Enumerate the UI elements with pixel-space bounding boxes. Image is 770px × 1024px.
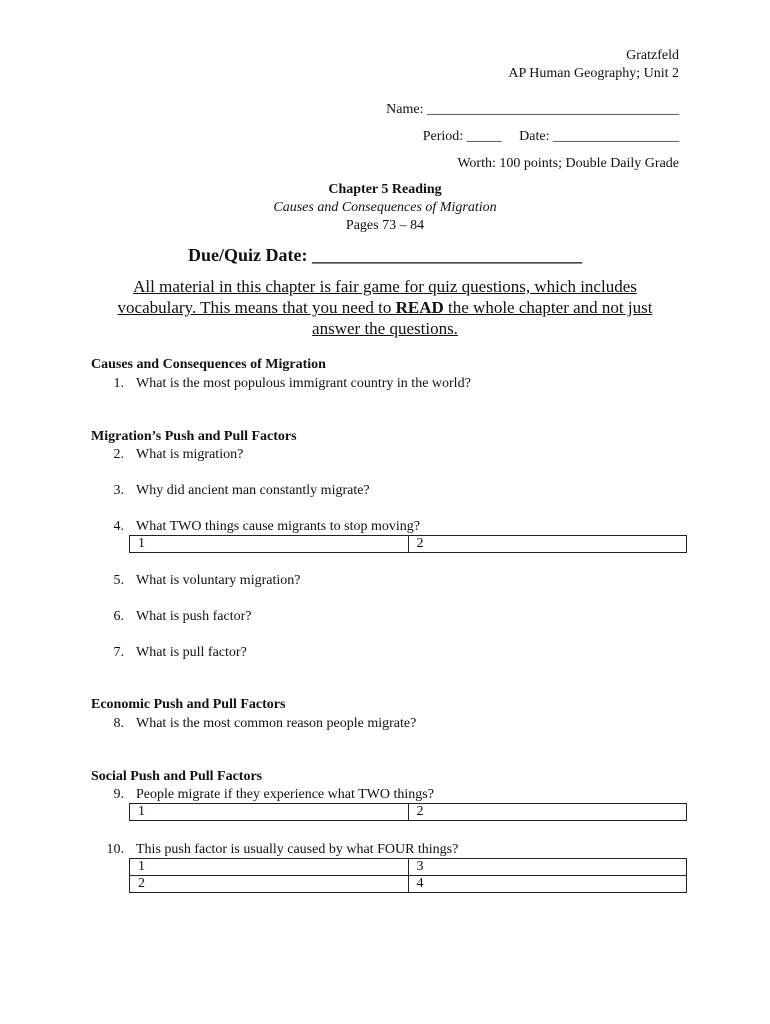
question-number: 2. bbox=[113, 447, 124, 462]
period-line: Period: _____ bbox=[422, 129, 502, 144]
answer-cell[interactable]: 1 bbox=[130, 859, 409, 876]
question-number: 5. bbox=[113, 573, 124, 588]
answer-table-q10 bbox=[129, 858, 687, 893]
notice-line-2c: the whole chapter and not just bbox=[443, 298, 653, 317]
course-title: AP Human Geography; Unit 2 bbox=[508, 66, 679, 81]
question-number: 9. bbox=[113, 787, 124, 802]
date-line: Date: __________________ bbox=[519, 129, 679, 144]
question-text: What TWO things cause migrants to stop moving? bbox=[136, 519, 420, 534]
chapter-pages: Pages 73 – 84 bbox=[345, 218, 425, 233]
question-text: This push factor is usually caused by what FOUR things? bbox=[136, 842, 459, 857]
question-text: What is pull factor? bbox=[136, 645, 247, 660]
teacher-name: Gratzfeld bbox=[626, 48, 679, 63]
notice-line-2a: vocabulary. This means that you need to bbox=[117, 298, 396, 317]
question-number: 10. bbox=[106, 842, 124, 857]
due-date-line: Due/Quiz Date: ______________________________ bbox=[188, 245, 582, 265]
chapter-subtitle: Causes and Consequences of Migration bbox=[273, 200, 497, 215]
question-5 bbox=[91, 573, 691, 591]
question-text: People migrate if they experience what TWO things? bbox=[136, 787, 434, 802]
answer-cell[interactable]: 2 bbox=[408, 536, 687, 553]
notice-line-2 bbox=[0, 298, 770, 318]
question-text: What is voluntary migration? bbox=[136, 573, 301, 588]
question-number: 1. bbox=[113, 376, 124, 391]
question-6 bbox=[91, 609, 691, 627]
answer-row bbox=[130, 859, 687, 876]
question-number: 8. bbox=[113, 716, 124, 731]
answer-row bbox=[130, 876, 687, 893]
section-heading: Social Push and Pull Factors bbox=[91, 769, 263, 784]
question-text: What is migration? bbox=[136, 447, 244, 462]
question-text: What is the most populous immigrant country in the world? bbox=[136, 376, 471, 391]
section-heading: Causes and Consequences of Migration bbox=[91, 357, 326, 372]
answer-row bbox=[130, 804, 687, 821]
notice-read-emphasis: READ bbox=[395, 298, 444, 317]
answer-cell[interactable]: 1 bbox=[130, 536, 409, 553]
question-8 bbox=[91, 716, 691, 734]
answer-table-q9 bbox=[129, 803, 687, 821]
section-heading: Migration’s Push and Pull Factors bbox=[91, 429, 297, 444]
name-line: Name: ____________________________________ bbox=[386, 102, 679, 117]
question-number: 7. bbox=[113, 645, 124, 660]
chapter-title: Chapter 5 Reading bbox=[328, 182, 442, 197]
notice-line-1: All material in this chapter is fair game for quiz questions, which includes bbox=[133, 277, 637, 296]
question-number: 4. bbox=[113, 519, 124, 534]
answer-row bbox=[130, 536, 687, 553]
question-3 bbox=[91, 483, 691, 501]
section-heading: Economic Push and Pull Factors bbox=[91, 697, 286, 712]
period-date-line bbox=[423, 129, 679, 145]
question-7 bbox=[91, 645, 691, 663]
question-number: 6. bbox=[113, 609, 124, 624]
notice-line-3: answer the questions. bbox=[312, 319, 458, 338]
question-text: Why did ancient man constantly migrate? bbox=[136, 483, 370, 498]
answer-table-q4 bbox=[129, 535, 687, 553]
question-2 bbox=[91, 447, 691, 465]
question-text: What is push factor? bbox=[136, 609, 252, 624]
worth-line: Worth: 100 points; Double Daily Grade bbox=[457, 156, 679, 171]
question-number: 3. bbox=[113, 483, 124, 498]
answer-cell[interactable]: 2 bbox=[408, 804, 687, 821]
answer-cell[interactable]: 1 bbox=[130, 804, 409, 821]
answer-cell[interactable]: 3 bbox=[408, 859, 687, 876]
answer-cell[interactable]: 4 bbox=[408, 876, 687, 893]
question-text: What is the most common reason people migrate? bbox=[136, 716, 417, 731]
answer-cell[interactable]: 2 bbox=[130, 876, 409, 893]
question-1 bbox=[91, 376, 691, 394]
